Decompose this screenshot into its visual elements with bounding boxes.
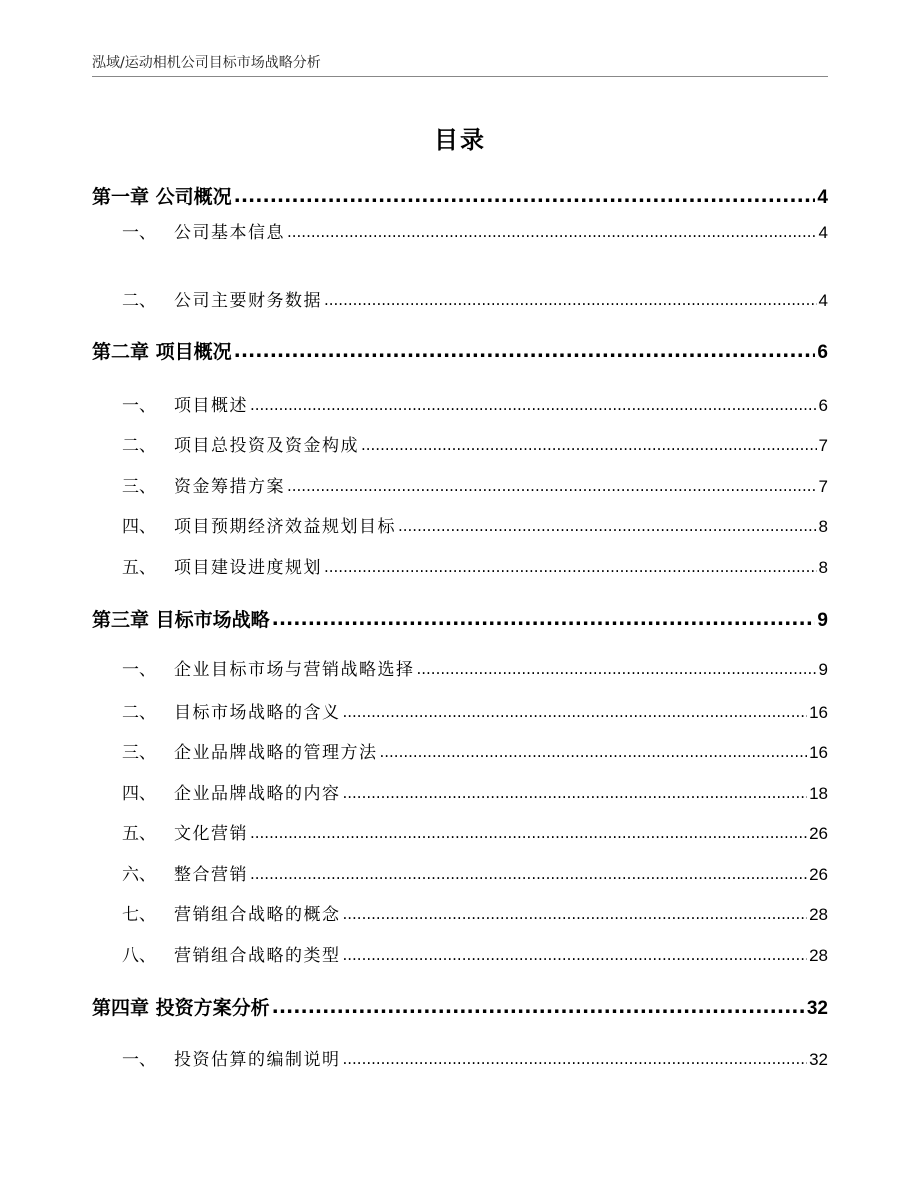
toc-entry-label: 第三章 目标市场战略 (92, 609, 270, 631)
toc-section-entry[interactable] (92, 472, 828, 497)
toc-page-number: 9 (818, 660, 828, 679)
toc-entry-number: 六、 (122, 865, 156, 885)
toc-page-number: 16 (809, 703, 828, 722)
toc-entry-label (122, 472, 285, 497)
toc-entry-text: 公司主要财务数据 (174, 291, 322, 311)
toc-entry-label (122, 941, 341, 966)
dot-leader (343, 703, 808, 721)
dot-leader (343, 905, 808, 923)
toc-chapter-entry[interactable] (92, 337, 828, 364)
toc-section-entry[interactable] (92, 218, 828, 243)
dot-leader (234, 185, 816, 207)
dot-leader (272, 608, 816, 630)
toc-chapter-entry[interactable] (92, 993, 828, 1020)
toc-entry-number: 五、 (122, 824, 156, 844)
toc-entry-label: 第一章 公司概况 (92, 186, 232, 208)
toc-entry-label (122, 779, 341, 804)
toc-entry-number: 三、 (122, 477, 156, 497)
toc-page-number: 4 (817, 187, 828, 208)
toc-section-entry[interactable] (92, 819, 828, 844)
toc-entry-label (122, 553, 322, 578)
toc-page-number: 4 (818, 291, 828, 310)
toc-entry-text: 营销组合战略的类型 (174, 946, 341, 966)
toc-entry-text: 项目总投资及资金构成 (174, 436, 359, 456)
toc-page-number: 32 (806, 998, 828, 1019)
toc-section-entry[interactable] (92, 698, 828, 723)
toc-entry-number: 二、 (122, 436, 156, 456)
toc-entry-text: 项目概述 (174, 396, 248, 416)
dot-leader (361, 436, 817, 454)
toc-page-number: 28 (809, 905, 828, 924)
toc-chapter-entry[interactable] (92, 605, 828, 632)
dot-leader (250, 396, 817, 414)
toc-entry-text: 企业品牌战略的管理方法 (174, 743, 378, 763)
toc-page-number: 18 (809, 784, 828, 803)
toc-section-entry[interactable] (92, 431, 828, 456)
toc-entry-number: 四、 (122, 784, 156, 804)
toc-section-entry[interactable] (92, 1045, 828, 1070)
toc-entry-number: 三、 (122, 743, 156, 763)
toc-chapter-entry[interactable] (92, 182, 828, 209)
toc-entry-text: 资金筹措方案 (174, 477, 285, 497)
dot-leader (250, 824, 807, 842)
running-header: 泓域/运动相机公司目标市场战略分析 (92, 55, 321, 71)
toc-entry-label (122, 698, 341, 723)
toc-entry-text: 项目建设进度规划 (174, 558, 322, 578)
toc-entry-label (122, 738, 378, 763)
toc-entry-label (122, 512, 396, 537)
toc-page-number: 26 (809, 824, 828, 843)
toc-entry-text: 项目预期经济效益规划目标 (174, 517, 396, 537)
toc-entry-text: 目标市场战略的含义 (174, 703, 341, 723)
toc-entry-number: 二、 (122, 291, 156, 311)
toc-entry-text: 企业目标市场与营销战略选择 (174, 660, 415, 680)
toc-entry-label: 第二章 项目概况 (92, 341, 232, 363)
toc-entry-text: 公司基本信息 (174, 223, 285, 243)
toc-page-number: 28 (809, 946, 828, 965)
toc-page-number: 4 (818, 223, 828, 242)
toc-page-number: 26 (809, 865, 828, 884)
toc-entry-number: 一、 (122, 223, 156, 243)
toc-entry-label (122, 391, 248, 416)
toc-page-number: 7 (818, 477, 828, 496)
dot-leader (234, 340, 816, 362)
toc-entry-text: 文化营销 (174, 824, 248, 844)
toc-entry-number: 一、 (122, 1050, 156, 1070)
toc-entry-label (122, 286, 322, 311)
toc-page-number: 6 (817, 342, 828, 363)
dot-leader (324, 291, 817, 309)
toc-section-entry[interactable] (92, 512, 828, 537)
toc-section-entry[interactable] (92, 655, 828, 680)
dot-leader (324, 558, 817, 576)
toc-entry-number: 八、 (122, 946, 156, 966)
dot-leader (417, 660, 817, 678)
toc-page-number: 6 (818, 396, 828, 415)
toc-section-entry[interactable] (92, 779, 828, 804)
page-title: 目录 (434, 126, 486, 154)
toc-entry-number: 四、 (122, 517, 156, 537)
header-divider (92, 76, 828, 77)
toc-section-entry[interactable] (92, 553, 828, 578)
toc-entry-label (122, 218, 285, 243)
toc-entry-number: 一、 (122, 660, 156, 680)
toc-entry-number: 一、 (122, 396, 156, 416)
toc-entry-number: 五、 (122, 558, 156, 578)
dot-leader (343, 946, 808, 964)
dot-leader (250, 865, 807, 883)
toc-entry-label (122, 860, 248, 885)
toc-page-number: 8 (818, 558, 828, 577)
toc-section-entry[interactable] (92, 286, 828, 311)
dot-leader (272, 996, 805, 1018)
toc-entry-text: 整合营销 (174, 865, 248, 885)
toc-entry-label (122, 900, 341, 925)
toc-entry-label (122, 431, 359, 456)
toc-section-entry[interactable] (92, 738, 828, 763)
toc-page-number: 32 (809, 1050, 828, 1069)
toc-page-number: 7 (818, 436, 828, 455)
toc-entry-text: 投资估算的编制说明 (174, 1050, 341, 1070)
toc-entry-text: 营销组合战略的概念 (174, 905, 341, 925)
dot-leader (398, 517, 817, 535)
toc-page-number: 9 (817, 610, 828, 631)
toc-entry-text: 企业品牌战略的内容 (174, 784, 341, 804)
toc-entry-number: 七、 (122, 905, 156, 925)
dot-leader (287, 477, 817, 495)
toc-section-entry[interactable] (92, 391, 828, 416)
toc-entry-number: 二、 (122, 703, 156, 723)
toc-entry-label (122, 1045, 341, 1070)
dot-leader (343, 784, 808, 802)
toc-page-number: 16 (809, 743, 828, 762)
toc-section-entry[interactable] (92, 900, 828, 925)
toc-entry-label (122, 819, 248, 844)
toc-page-number: 8 (818, 517, 828, 536)
toc-section-entry[interactable] (92, 941, 828, 966)
dot-leader (343, 1050, 808, 1068)
dot-leader (287, 223, 817, 241)
toc-section-entry[interactable] (92, 860, 828, 885)
toc-entry-label (122, 655, 415, 680)
toc-entry-label: 第四章 投资方案分析 (92, 997, 270, 1019)
dot-leader (380, 743, 808, 761)
